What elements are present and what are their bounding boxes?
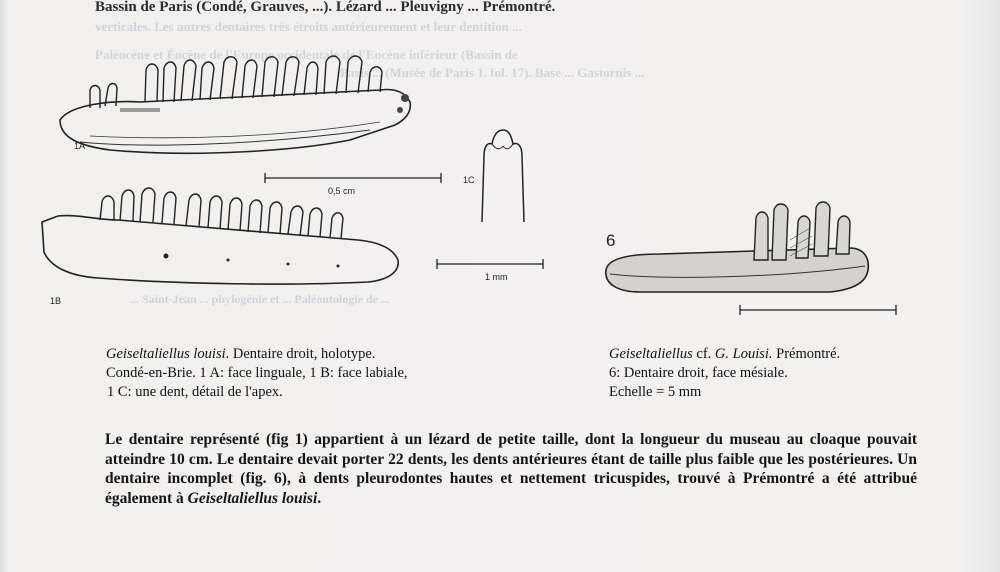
figure-1a-dentary-lingual <box>50 50 430 160</box>
caption-figure-6 <box>609 345 929 402</box>
figure-1c-tooth-apex <box>478 126 528 226</box>
species-name: G. Louisi. <box>714 346 773 362</box>
caption-line: 1 C: une dent, détail de l'apex. <box>107 384 283 400</box>
scale-bar-5mm <box>740 304 900 316</box>
scale-label-05cm: 0,5 cm <box>328 186 356 196</box>
body-paragraph <box>105 430 917 508</box>
ghost-text-line: ... Saint-Jean ... phylogénie et ... Paléontologie de ... <box>130 292 390 306</box>
taxon-name: Geiseltaliellus louisi <box>187 489 318 507</box>
paragraph-text: Le dentaire représenté (fig 1) appartient à un lézard de petite taille, dont la longueur du museau au cloaque pouvait atteindre 10 cm. Le dentaire devait porter 22 dents, les dents antérieures étant de taille plus faible que les postérieures. Un dentaire incomplet (fig. 6), à dents pleurodontes hautes et nettement tricuspides, trouvé à Prémontré a été attribué également à <box>105 431 917 507</box>
figure-6-dentary-mesial <box>600 200 890 300</box>
figure-6-label: 6 <box>606 231 616 250</box>
header-text-cut: Bassin de Paris (Condé, Grauves, ...). Lézard ... Pleuvigny ... Prémontré. <box>95 0 556 15</box>
scale-label-1mm: 1 mm <box>485 272 508 282</box>
caption-text: . Dentaire droit, holotype. <box>225 346 376 362</box>
caption-text: cf. <box>696 346 712 362</box>
paragraph-end: . <box>317 489 322 507</box>
scale-bar-05cm <box>265 172 445 184</box>
ghost-text-line: Paris ... (Musée de Paris 1. fol. 17). Base ... Gastornis ... <box>340 65 645 80</box>
taxon-name: Geiseltaliellus louisi <box>106 346 226 362</box>
caption-line <box>106 345 526 364</box>
caption-line <box>609 345 929 364</box>
caption-locality: Prémontré. <box>776 346 841 362</box>
caption-line: Condé-en-Brie. 1 A: face linguale, 1 B: face labiale, <box>106 365 408 381</box>
figure-1b-label: 1B <box>50 296 62 306</box>
figure-1a-label: 1A <box>74 141 86 151</box>
ghost-text-line: Paléocène et Éocène de l'Europe occidentale de l'Eocène inférieur (Bassin de <box>95 47 518 62</box>
figure-1c-label: 1C <box>463 175 475 185</box>
caption-line: Echelle = 5 mm <box>609 384 702 400</box>
caption-figure-1 <box>106 345 526 402</box>
caption-line: 6: Dentaire droit, face mésiale. <box>609 365 788 381</box>
scale-bar-1mm <box>437 258 547 270</box>
figure-1b-dentary-labial <box>38 186 408 296</box>
taxon-name: Geiseltaliellus <box>609 346 693 362</box>
ghost-text-line: verticales. Les autres dentaires très étroits antérieurement et leur dentition ... <box>95 19 522 34</box>
